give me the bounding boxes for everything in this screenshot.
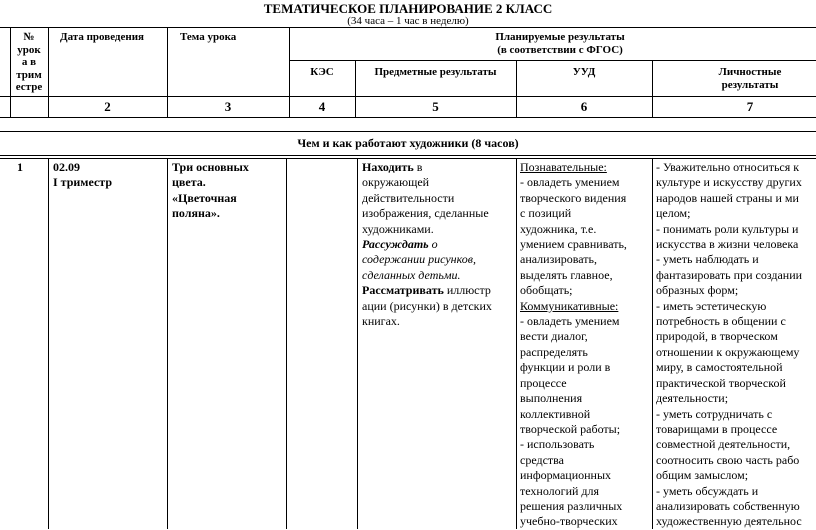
header-lesson-number: № урок а в трим естре: [15, 31, 43, 93]
row1-personal-results: - Уважительно относиться к культуре и искусству других народов нашей страны и ми целом; - понимать роли культуры и искусства в жизни человека - уметь наблюдать и фантазировать при создании образных форм; - иметь эстетическую потребность в общении с природой, в творческом отношении к окружающему миру, в самостоятельной практической творческой деятельности; - уметь сотрудничать с товарищами в процессе совместной деятельности, соотносить свою часть рабо общим замыслом; - уметь обсуждать и анализировать собственную художественную деятельнос: [656, 160, 803, 529]
header-divider-numbers: [0, 96, 816, 97]
header-kes: КЭС: [310, 66, 334, 78]
row1-trimester: I триместр: [53, 175, 112, 190]
table-border-top: [0, 27, 816, 28]
col-line-g: [652, 60, 653, 117]
column-number-3: 3: [224, 99, 232, 114]
row1-line-a: [48, 158, 49, 529]
row1-line-b: [167, 158, 168, 529]
row1-top: [0, 158, 816, 159]
header-date: Дата проведения: [60, 31, 145, 43]
header-planned-results: Планируемые результаты (в соответствии с ФГОС): [495, 31, 625, 56]
numbers-row-bottom: [0, 117, 816, 118]
row1-subject-results: Находить в окружающей действительности изображения, сделанные художниками. Рассуждать о содержании рисунков, сделанных детьми. Рассматривать иллюстр ации (рисунки) в детских книгах.: [362, 160, 492, 329]
page-title: ТЕМАТИЧЕСКОЕ ПЛАНИРОВАНИЕ 2 КЛАСС: [263, 1, 553, 16]
row1-line-f: [652, 158, 653, 529]
column-number-4: 4: [318, 99, 326, 114]
header-personal-results: Личностные результаты: [718, 66, 782, 91]
page-subtitle: (34 часа – 1 час в неделю): [347, 15, 469, 27]
row1-line-e: [516, 158, 517, 529]
row1-date-cell: [53, 160, 112, 191]
column-number-5: 5: [432, 99, 439, 114]
column-number-7: 7: [746, 99, 754, 114]
row1-line-d: [357, 158, 358, 529]
row1-uud: Познавательные: - овладеть умением творческого видения с позиций художника, т.е. умением сравнивать, анализировать, выделять главное, обобщать; Коммуникативные: - овладеть умением вести диалог, распределять функции и роли в процессе выполнения коллективной творческой работы; - использовать средства информационных технологий для решения различных учебно-творческих: [520, 160, 627, 529]
column-number-6: 6: [580, 99, 588, 114]
section-row-bottom: [0, 155, 816, 156]
header-divider-planned: [289, 60, 816, 61]
header-subject-results: Предметные результаты: [374, 66, 497, 78]
section-row-top: [0, 131, 816, 132]
header-uud: УУД: [572, 66, 596, 78]
row1-number: 1: [17, 160, 23, 174]
row1-date: 02.09: [53, 160, 80, 174]
row1-topic: Три основных цвета. «Цветочная поляна».: [172, 160, 249, 221]
column-number-2: 2: [104, 99, 111, 114]
row1-line-c: [286, 158, 287, 529]
section-title: Чем и как работают художники (8 часов): [297, 136, 519, 150]
header-topic: Тема урока: [180, 31, 237, 43]
